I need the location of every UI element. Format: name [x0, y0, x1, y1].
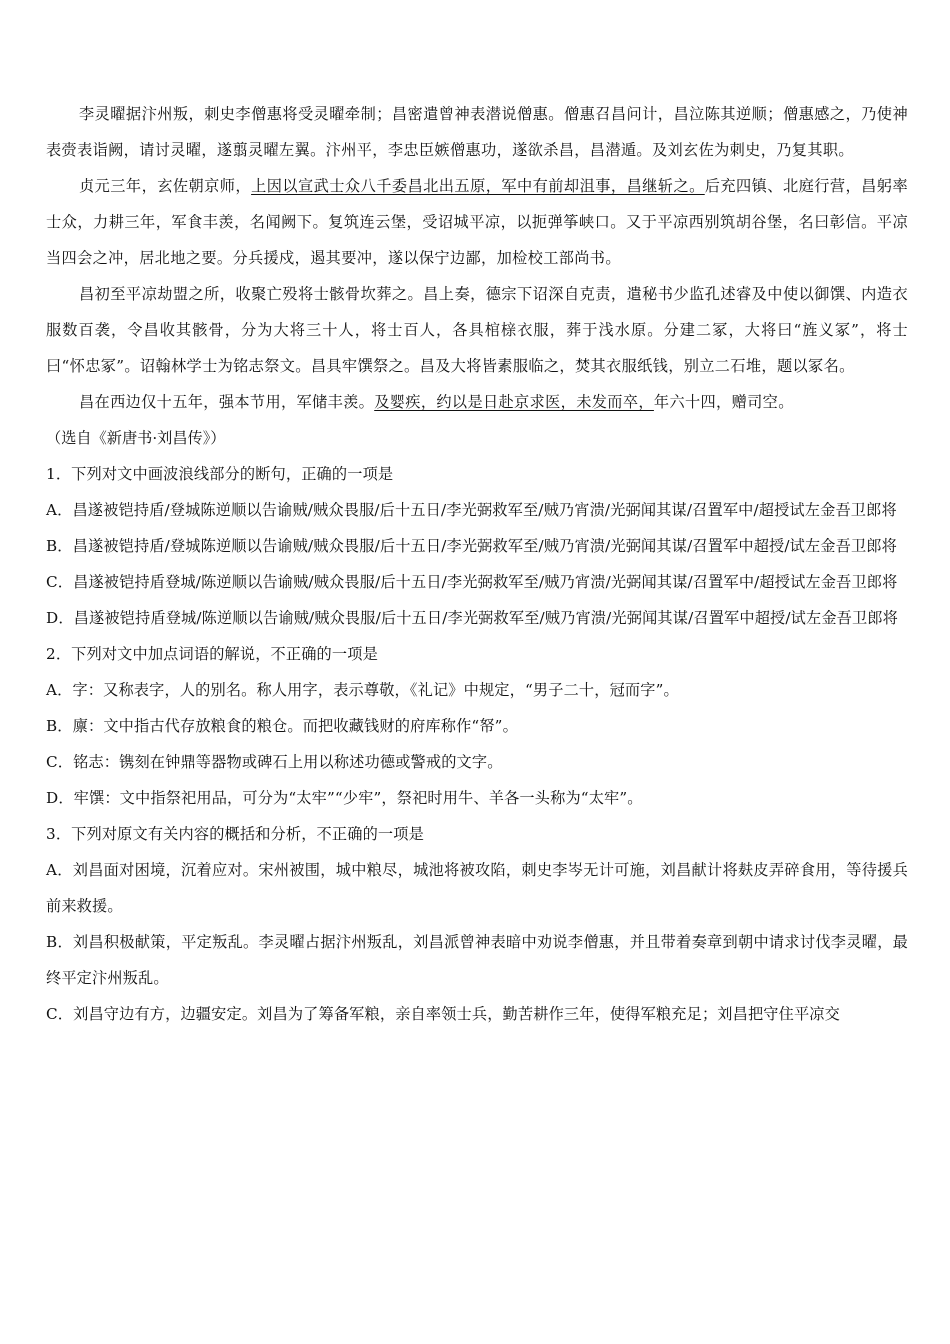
passage-p2-text-b: 后充四镇、北庭行营，昌躬率士众，力耕三年，军食丰羡，名闻阙下。复筑连云堡，受诏城平凉，以扼弹筝峡口。又于平凉西别筑胡谷堡，名曰彰信。平凉当四会之冲，居北地之要。分兵援戍，遏其要冲，遂以保宁边鄙，加检校工部尚书。	[46, 177, 908, 267]
passage-p4-text-b: 年六十四，赠司空。	[653, 393, 794, 411]
question-3-option-c: C．刘昌守边有方，边疆安定。刘昌为了筹备军粮，亲自率领士兵，勤苦耕作三年，使得军粮充足；刘昌把守住平凉交	[46, 1005, 840, 1023]
passage-paragraph-2	[46, 168, 908, 276]
question-2-option-b: B．廪：文中指古代存放粮食的粮仓。而把收藏钱财的府库称作“帑”。	[46, 717, 518, 735]
passage-paragraph-4	[46, 384, 908, 420]
question-1-stem: 1．下列对文中画波浪线部分的断句，正确的一项是	[46, 465, 394, 483]
document-page	[46, 96, 908, 1032]
passage-paragraph-1: 李灵曜据汴州叛，刺史李僧惠将受灵曜牵制；昌密遣曾神表潜说僧惠。僧惠召昌问计，昌泣陈其逆顺；僧惠感之，乃使神表赍表诣阙，请讨灵曜，遂翦灵曜左翼。汴州平，李忠臣嫉僧惠功，遂欲杀昌，昌潜遁。及刘玄佐为刺史，乃复其职。	[46, 105, 908, 159]
question-1-option-c: C．昌遂被铠持盾登城/陈逆顺以告谕贼/贼众畏服/后十五日/李光弼救军至/贼乃宵溃/光弼闻其谋/召置军中/超授试左金吾卫郎将	[46, 573, 898, 591]
question-2-stem: 2．下列对文中加点词语的解说，不正确的一项是	[46, 645, 378, 663]
passage-p2-text-a: 贞元三年，玄佐朝京师，	[79, 177, 252, 195]
passage-p4-text-a: 昌在西边仅十五年，强本节用，军储丰羡。	[79, 393, 375, 411]
question-2-option-d: D．牢馔：文中指祭祀用品，可分为“太牢”“少牢”，祭祀时用牛、羊各一头称为“太牢”。	[46, 789, 643, 807]
passage-source: （选自《新唐书·刘昌传》）	[46, 429, 226, 447]
question-1-option-a: A．昌遂被铠持盾/登城陈逆顺以告谕贼/贼众畏服/后十五日/李光弼救军至/贼乃宵溃/光弼闻其谋/召置军中/超授试左金吾卫郎将	[46, 501, 897, 519]
question-2-option-a: A．字：又称表字，人的别名。称人用字，表示尊敬，《礼记》中规定，“男子二十，冠而字”。	[46, 681, 679, 699]
passage-p2-underlined: 上因以宣武士众八千委昌北出五原，军中有前却沮事，昌继斩之。	[251, 177, 705, 195]
passage-paragraph-3: 昌初至平凉劫盟之所，收聚亡殁将士骸骨坎葬之。昌上奏，德宗下诏深自克责，遣秘书少监孔述睿及中使以御馔、内造衣服数百袭，令昌收其骸骨，分为大将三十人，将士百人，各具棺榇衣服，葬于浅水原。分建二冢，大将曰“旌义冢”，将士曰“怀忠冢”。诏翰林学士为铭志祭文。昌具牢馔祭之。昌及大将皆素服临之，焚其衣服纸钱，别立二石堆，题以冢名。	[46, 285, 908, 375]
question-3-option-a: A．刘昌面对困境，沉着应对。宋州被围，城中粮尽，城池将被攻陷，刺史李岑无计可施，刘昌献计将麸皮弄碎食用，等待援兵前来救援。	[46, 861, 908, 915]
question-3-option-b: B．刘昌积极献策，平定叛乱。李灵曜占据汴州叛乱，刘昌派曾神表暗中劝说李僧惠，并且带着奏章到朝中请求讨伐李灵曜，最终平定汴州叛乱。	[46, 933, 908, 987]
passage-p4-underlined: 及婴疾，约以是日赴京求医，未发而卒，	[374, 393, 654, 411]
question-3-stem: 3．下列对原文有关内容的概括和分析，不正确的一项是	[46, 825, 424, 843]
question-1-option-d: D．昌遂被铠持盾登城/陈逆顺以告谕贼/贼众畏服/后十五日/李光弼救军至/贼乃宵溃/光弼闻其谋/召置军中超授/试左金吾卫郎将	[46, 609, 899, 627]
question-1-option-b: B．昌遂被铠持盾/登城陈逆顺以告谕贼/贼众畏服/后十五日/李光弼救军至/贼乃宵溃/光弼闻其谋/召置军中超授/试左金吾卫郎将	[46, 537, 897, 555]
question-2-option-c: C．铭志：镌刻在钟鼎等器物或碑石上用以称述功德或警戒的文字。	[46, 753, 503, 771]
